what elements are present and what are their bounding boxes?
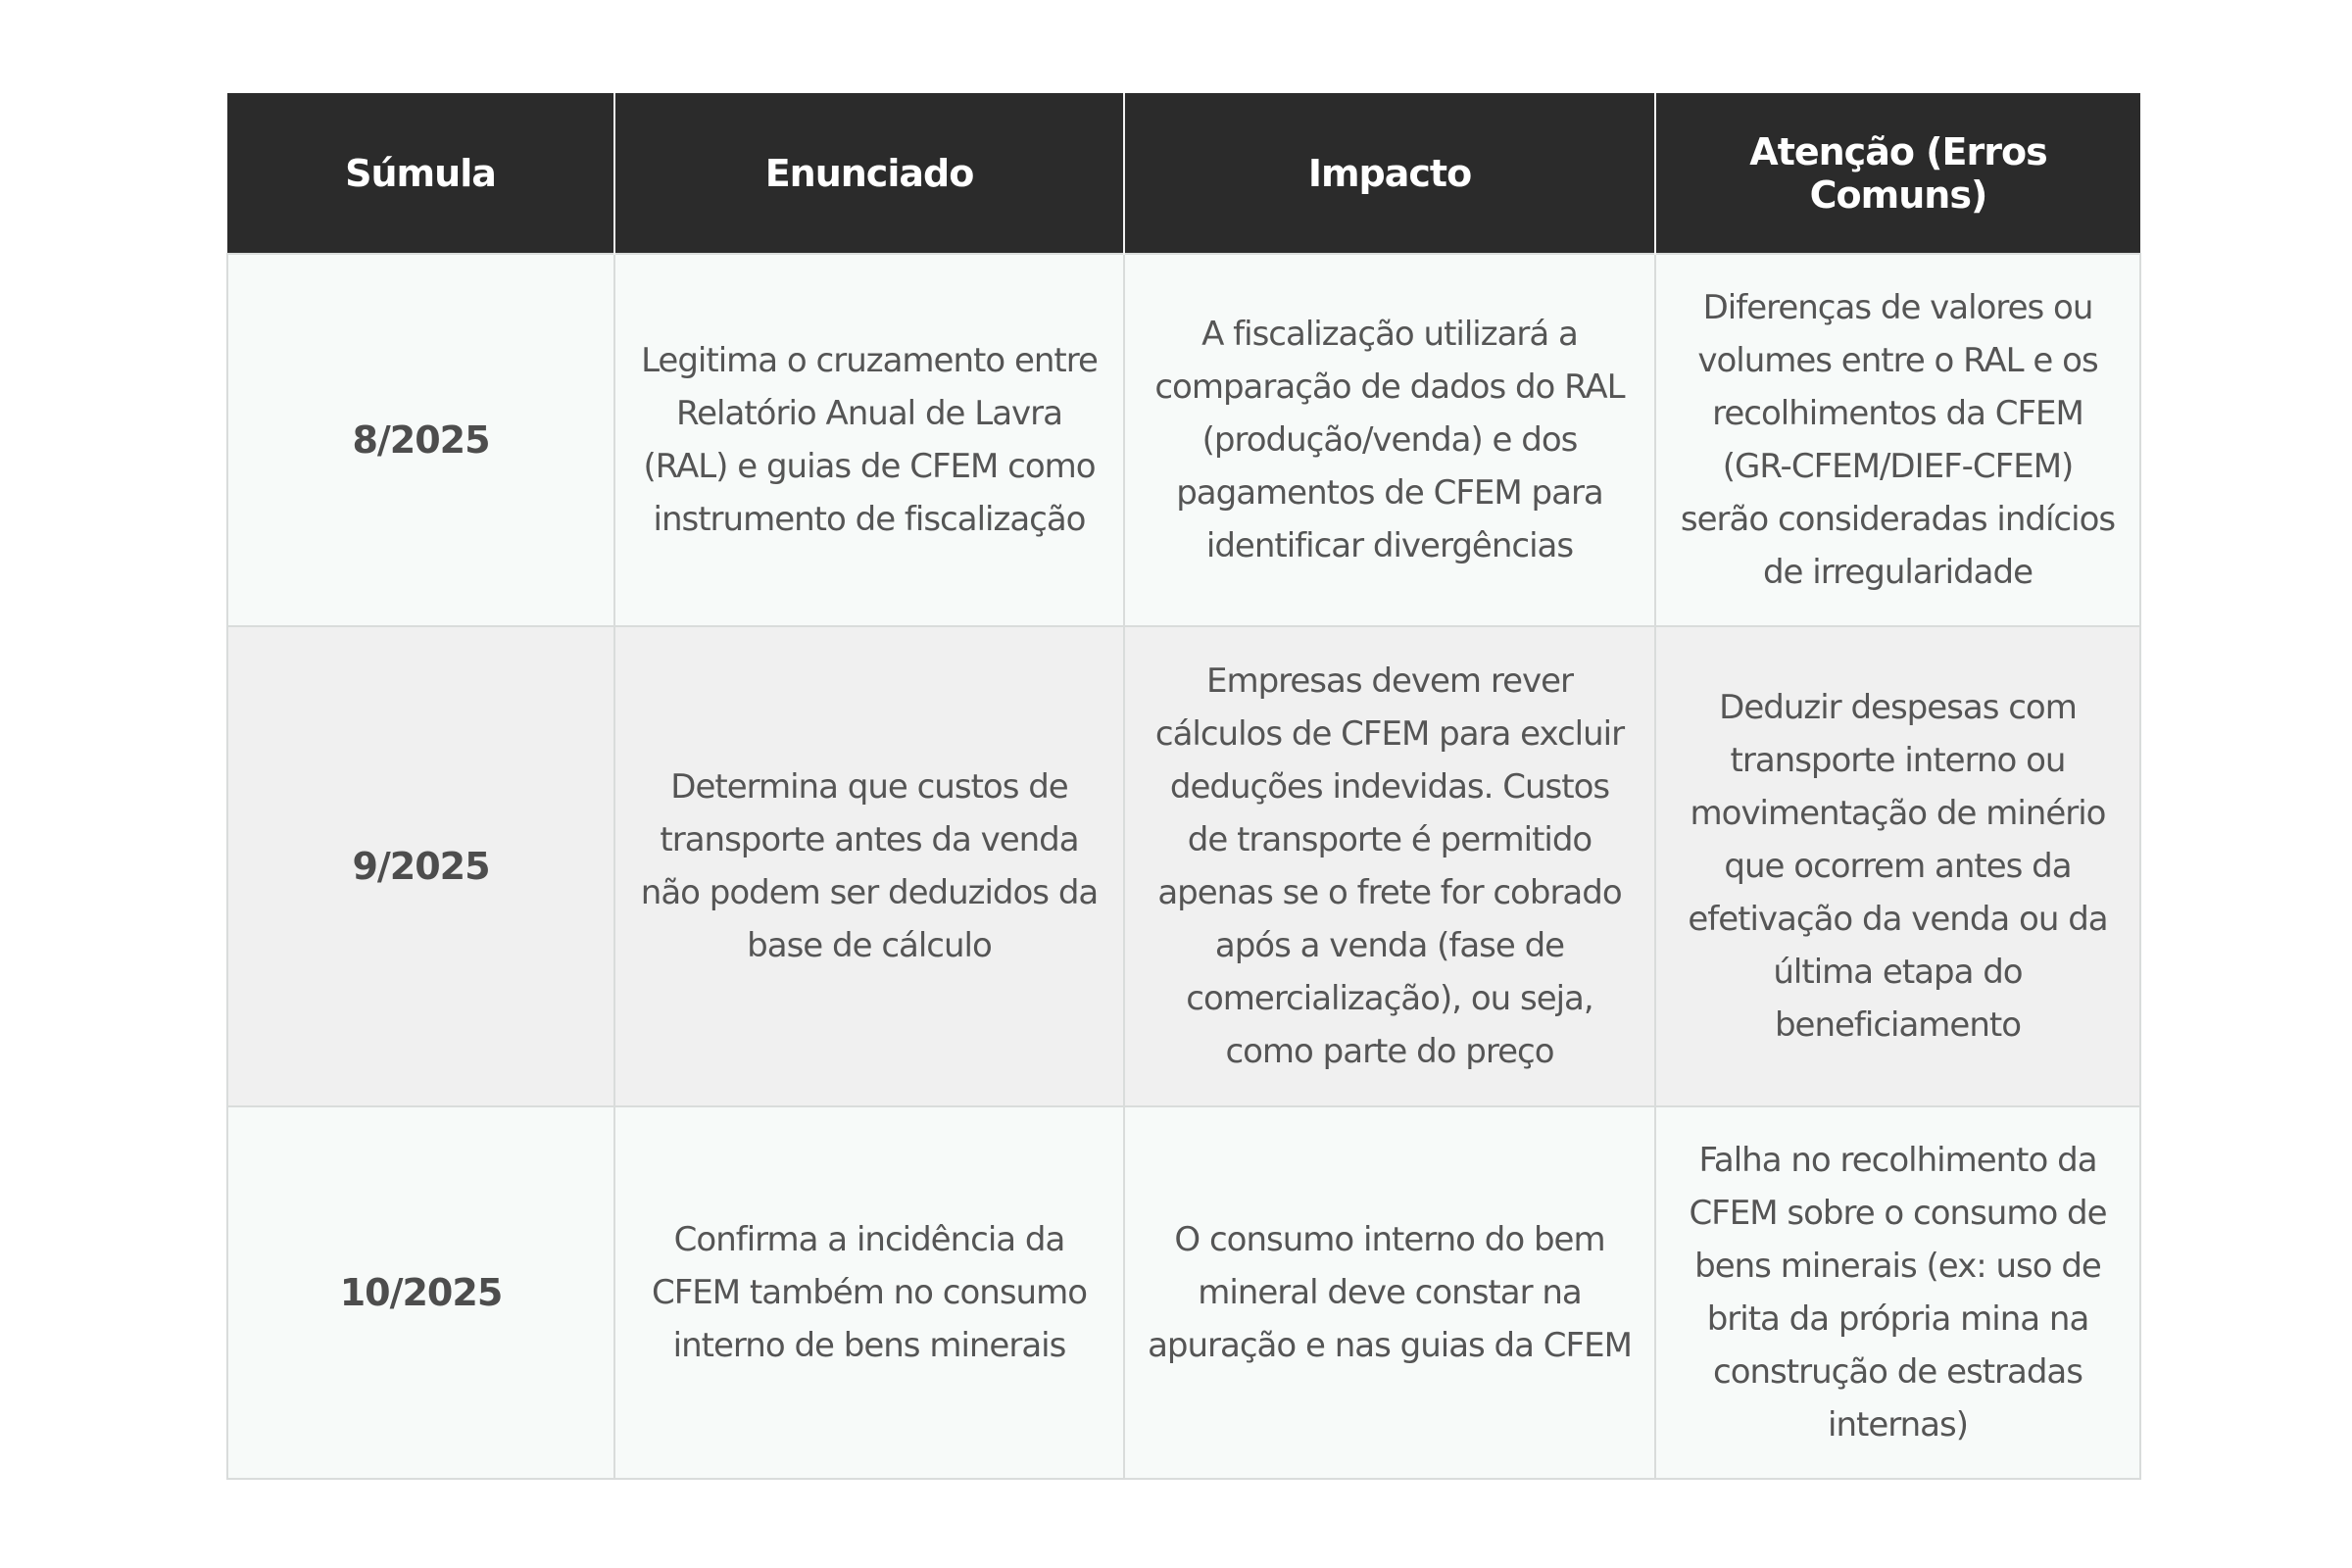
cell-enunciado: Determina que custos de transporte antes da venda não podem ser deduzidos da base de cálculo (614, 626, 1124, 1106)
cell-atencao: Diferenças de valores ou volumes entre o RAL e os recolhimentos da CFEM (GR-CFEM/DIEF-CFEM) serão consideradas indícios de irregularidade (1655, 254, 2140, 626)
cell-impacto: Empresas devem rever cálculos de CFEM para excluir deduções indevidas. Custos de transporte é permitido apenas se o frete for cobrado após a venda (fase de comercialização), ou seja, como parte do preço (1124, 626, 1655, 1106)
cell-enunciado: Legitima o cruzamento entre Relatório Anual de Lavra (RAL) e guias de CFEM como instrumento de fiscalização (614, 254, 1124, 626)
cell-sumula: 9/2025 (227, 626, 614, 1106)
header-impacto: Impacto (1124, 93, 1655, 254)
header-sumula: Súmula (227, 93, 614, 254)
cell-atencao: Falha no recolhimento da CFEM sobre o consumo de bens minerais (ex: uso de brita da própria mina na construção de estradas internas) (1655, 1106, 2140, 1479)
header-atencao: Atenção (Erros Comuns) (1655, 93, 2140, 254)
table-body (227, 254, 2140, 1479)
table-row (227, 1106, 2140, 1479)
table-row (227, 626, 2140, 1106)
header-enunciado: Enunciado (614, 93, 1124, 254)
cell-sumula: 8/2025 (227, 254, 614, 626)
cell-impacto: A fiscalização utilizará a comparação de dados do RAL (produção/venda) e dos pagamentos de CFEM para identificar divergências (1124, 254, 1655, 626)
table-row (227, 254, 2140, 626)
cell-atencao: Deduzir despesas com transporte interno ou movimentação de minério que ocorrem antes da efetivação da venda ou da última etapa do beneficiamento (1655, 626, 2140, 1106)
cell-sumula: 10/2025 (227, 1106, 614, 1479)
sumulas-table (226, 93, 2141, 1480)
sumulas-table-container (226, 93, 2139, 1480)
cell-impacto: O consumo interno do bem mineral deve constar na apuração e nas guias da CFEM (1124, 1106, 1655, 1479)
header-row (227, 93, 2140, 254)
table-header (227, 93, 2140, 254)
cell-enunciado: Confirma a incidência da CFEM também no consumo interno de bens minerais (614, 1106, 1124, 1479)
